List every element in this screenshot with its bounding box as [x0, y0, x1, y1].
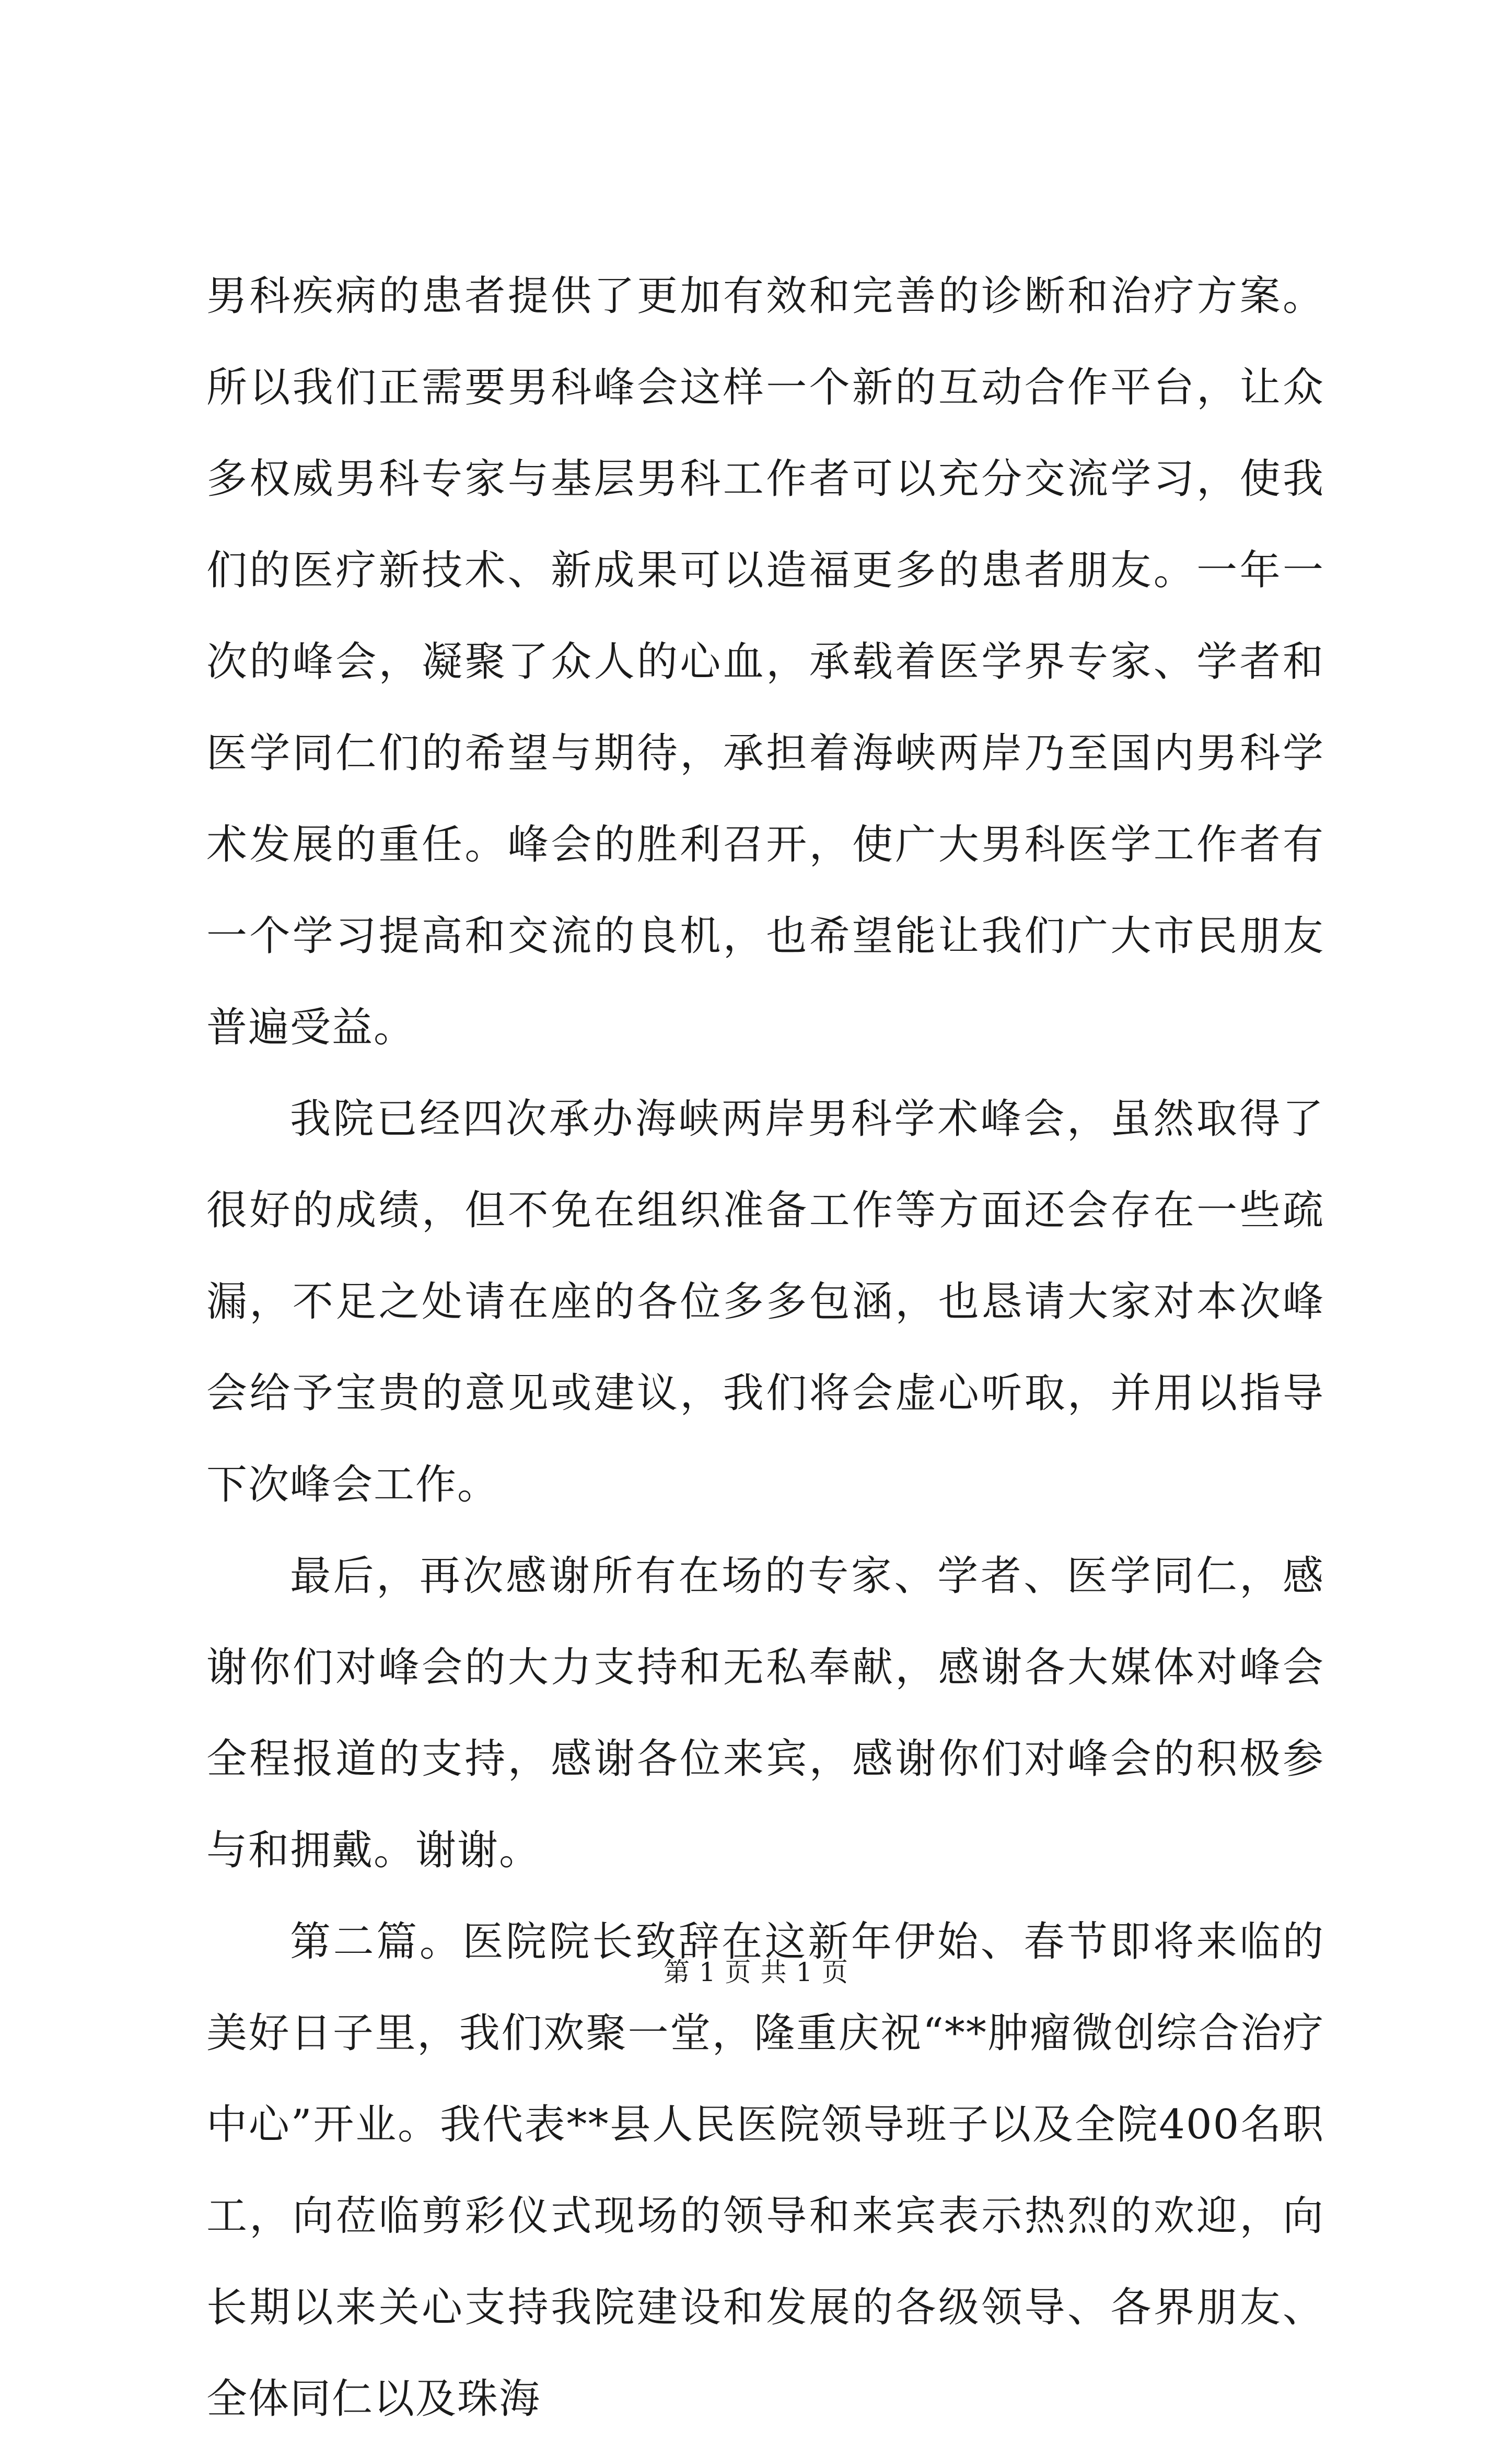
page-footer [0, 1954, 1512, 1990]
paragraph-3: 最后，再次感谢所有在场的专家、学者、医学同仁，感谢你们对峰会的大力支持和无私奉献，感谢各大媒体对峰会全程报道的支持，感谢各位来宾，感谢你们对峰会的积极参与和拥戴。谢谢。 [206, 1553, 1324, 1874]
paragraph-4: 第二篇。医院院长致辞在这新年伊始、春节即将来临的美好日子里，我们欢聚一堂，隆重庆祝“**肿瘤微创综合治疗中心”开业。我代表**县人民医院领导班子以及全院400名职工，向莅临剪彩仪式现场的领导和来宾表示热烈的欢迎，向长期以来关心支持我院建设和发展的各级领导、各界朋友、全体同仁以及珠海 [206, 1918, 1324, 2423]
paragraph-1: 男科疾病的患者提供了更加有效和完善的诊断和治疗方案。所以我们正需要男科峰会这样一个新的互动合作平台，让众多权威男科专家与基层男科工作者可以充分交流学习，使我们的医疗新技术、新成果可以造福更多的患者朋友。一年一次的峰会，凝聚了众人的心血，承载着医学界专家、学者和医学同仁们的希望与期待，承担着海峡两岸乃至国内男科学术发展的重任。峰会的胜利召开，使广大男科医学工作者有一个学习提高和交流的良机，也希望能让我们广大市民朋友普遍受益。 [206, 273, 1324, 1051]
document-body [206, 251, 1324, 2445]
page-number-label: 第 1 页 共 1 页 [663, 1957, 849, 1987]
paragraph-2: 我院已经四次承办海峡两岸男科学术峰会，虽然取得了很好的成绩，但不免在组织准备工作等方面还会存在一些疏漏，不足之处请在座的各位多多包涵，也恳请大家对本次峰会给予宝贵的意见或建议，我们将会虚心听取，并用以指导下次峰会工作。 [206, 1096, 1324, 1508]
